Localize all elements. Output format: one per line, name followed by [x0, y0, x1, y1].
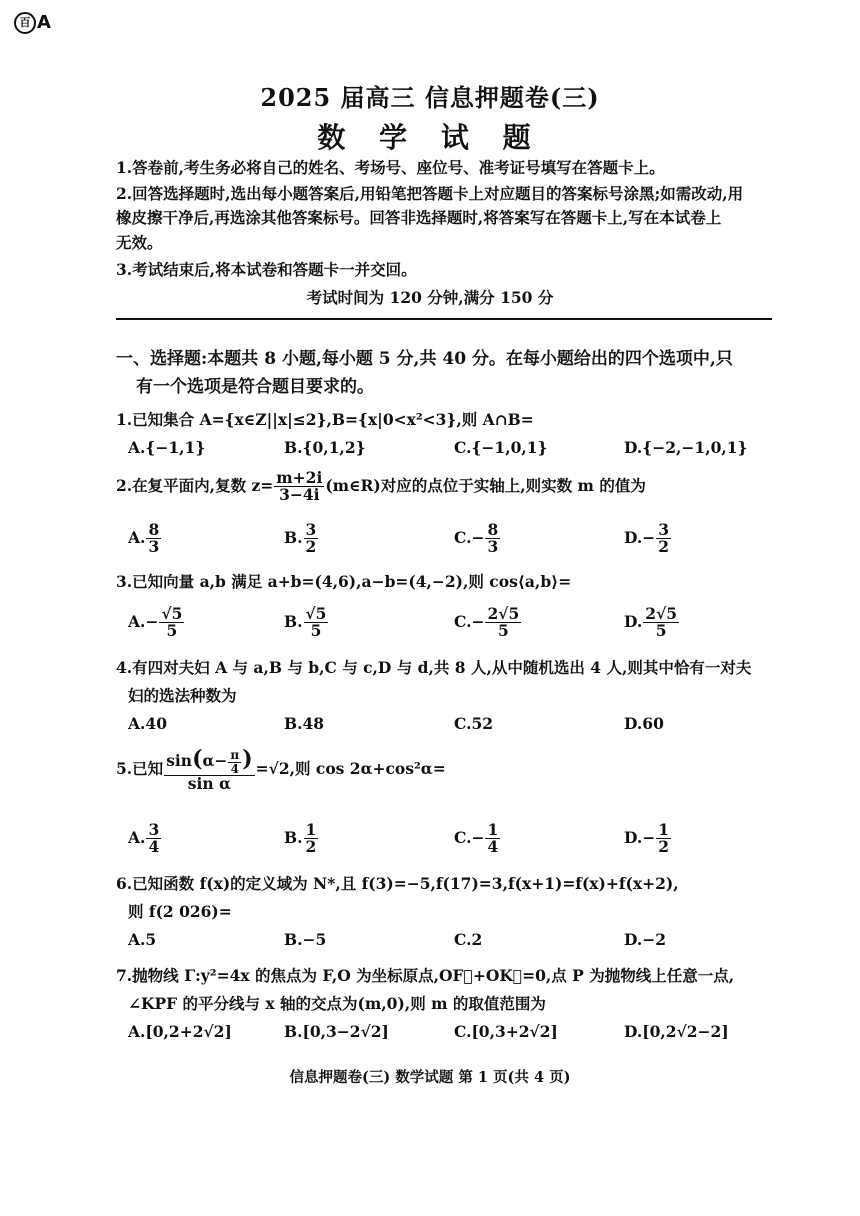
question-3-stem: 3.已知向量 a,b 满足 a+b=(4,6),a−b=(4,−2),则 cos⟨a,b⟩= — [116, 572, 572, 591]
question-6-stem-cont: 则 f(2 026)= — [128, 902, 232, 921]
instruction-2-cont: 橡皮擦干净后,再选涂其他答案标号。回答非选择题时,将答案写在答题卡上,写在本试卷上 — [116, 208, 722, 227]
q5-numerator: sin(α− $\frac{\pi}{4}$ ) — [166, 746, 253, 776]
q2-option-d[interactable]: D.− $\frac{3}{2}$ — [624, 520, 670, 557]
q5-option-a[interactable]: A. $\frac{3}{4}$ — [128, 820, 160, 857]
q7-option-a[interactable]: A.[0,2+2√2] — [128, 1022, 232, 1041]
q4-option-b[interactable]: B.48 — [284, 714, 325, 733]
q5-stem-suffix: =√2,则 cos 2α+cos²α= — [255, 759, 446, 779]
q7-option-c[interactable]: C.[0,3+2√2] — [454, 1022, 558, 1041]
q5-fraction — [164, 748, 254, 792]
section-heading-cont: 有一个选项是符合题目要求的。 — [136, 377, 374, 397]
divider — [116, 318, 772, 320]
section-heading: 一、选择题:本题共 8 小题,每小题 5 分,共 40 分。在每小题给出的四个选项中,只 — [116, 349, 733, 369]
question-1-stem: 1.已知集合 A={x∈Z||x|≤2},B={x|0<x²<3},则 A∩B= — [116, 410, 534, 429]
q2-denominator: 3−4i — [279, 485, 320, 505]
instruction-1: 1.答卷前,考生务必将自己的姓名、考场号、座位号、准考证号填写在答题卡上。 — [116, 158, 665, 177]
instruction-3: 3.考试结束后,将本试卷和答题卡一并交回。 — [116, 260, 417, 279]
q3-option-b[interactable]: B. $\frac{√5}{5}$ — [284, 604, 327, 641]
q4-option-d[interactable]: D.60 — [624, 714, 664, 733]
q5-option-b[interactable]: B. $\frac{1}{2}$ — [284, 820, 317, 857]
logo-letter: A — [37, 12, 51, 33]
instruction-2-end: 无效。 — [116, 233, 163, 252]
question-2-stem — [116, 470, 646, 504]
question-4-stem-cont: 妇的选法种数为 — [128, 686, 237, 705]
q1-option-d[interactable]: D.{−2,−1,0,1} — [624, 438, 748, 457]
q7-option-d[interactable]: D.[0,2√2−2] — [624, 1022, 729, 1041]
q1-option-c[interactable]: C.{−1,0,1} — [454, 438, 548, 457]
q5-stem-prefix: 5.已知 — [116, 759, 164, 779]
q4-option-a[interactable]: A.40 — [128, 714, 167, 733]
q2-numerator: m+2i — [276, 468, 323, 487]
question-5-stem — [116, 748, 446, 792]
q1-option-b[interactable]: B.{0,1,2} — [284, 438, 366, 457]
question-4-stem: 4.有四对夫妇 A 与 a,B 与 b,C 与 c,D 与 d,共 8 人,从中随机选出 4 人,则其中恰有一对夫 — [116, 658, 752, 677]
q1-option-a[interactable]: A.{−1,1} — [128, 438, 206, 457]
q2-fraction — [274, 470, 324, 504]
exam-time: 考试时间为 120 分钟,满分 150 分 — [306, 288, 554, 307]
q2-option-c[interactable]: C.− $\frac{8}{3}$ — [454, 520, 499, 557]
q6-option-b[interactable]: B.−5 — [284, 930, 327, 949]
logo-mark: 百 — [14, 12, 36, 34]
q6-option-d[interactable]: D.−2 — [624, 930, 667, 949]
q6-option-c[interactable]: C.2 — [454, 930, 483, 949]
q2-option-a[interactable]: A. $\frac{8}{3}$ — [128, 520, 160, 557]
q5-denominator: sin α — [187, 774, 232, 794]
q5-option-c[interactable]: C.− $\frac{1}{4}$ — [454, 820, 499, 857]
question-7-stem-cont: ∠KPF 的平分线与 x 轴的交点为(m,0),则 m 的取值范围为 — [128, 994, 546, 1013]
publisher-logo — [14, 12, 51, 34]
exam-title: 2025 届高三 信息押题卷(三) — [260, 83, 600, 112]
q7-option-b[interactable]: B.[0,3−2√2] — [284, 1022, 389, 1041]
q6-option-a[interactable]: A.5 — [128, 930, 157, 949]
q2-option-b[interactable]: B. $\frac{3}{2}$ — [284, 520, 317, 557]
q3-option-a[interactable]: A.− $\frac{√5}{5}$ — [128, 604, 183, 641]
question-7-stem: 7.抛物线 Γ:y²=4x 的焦点为 F,O 为坐标原点,OF⃗+OK⃗=0,点 P 为抛物线上任意一点, — [116, 966, 735, 985]
subject-title: 数 学 试 题 — [317, 121, 543, 154]
q2-stem-prefix: 2.在复平面内,复数 z= — [116, 475, 274, 495]
instruction-2: 2.回答选择题时,选出每小题答案后,用铅笔把答题卡上对应题目的答案标号涂黑;如需改动,用 — [116, 184, 744, 203]
q2-stem-suffix: (m∈R)对应的点位于实轴上,则实数 m 的值为 — [325, 475, 646, 495]
q4-option-c[interactable]: C.52 — [454, 714, 494, 733]
q5-option-d[interactable]: D.− $\frac{1}{2}$ — [624, 820, 670, 857]
question-6-stem: 6.已知函数 f(x)的定义域为 N*,且 f(3)=−5,f(17)=3,f(x+1)=f(x)+f(x+2), — [116, 874, 679, 893]
q3-option-c[interactable]: C.− $\frac{2√5}{5}$ — [454, 604, 520, 641]
page-footer: 信息押题卷(三) 数学试题 第 1 页(共 4 页) — [289, 1069, 571, 1086]
q3-option-d[interactable]: D. $\frac{2√5}{5}$ — [624, 604, 678, 641]
